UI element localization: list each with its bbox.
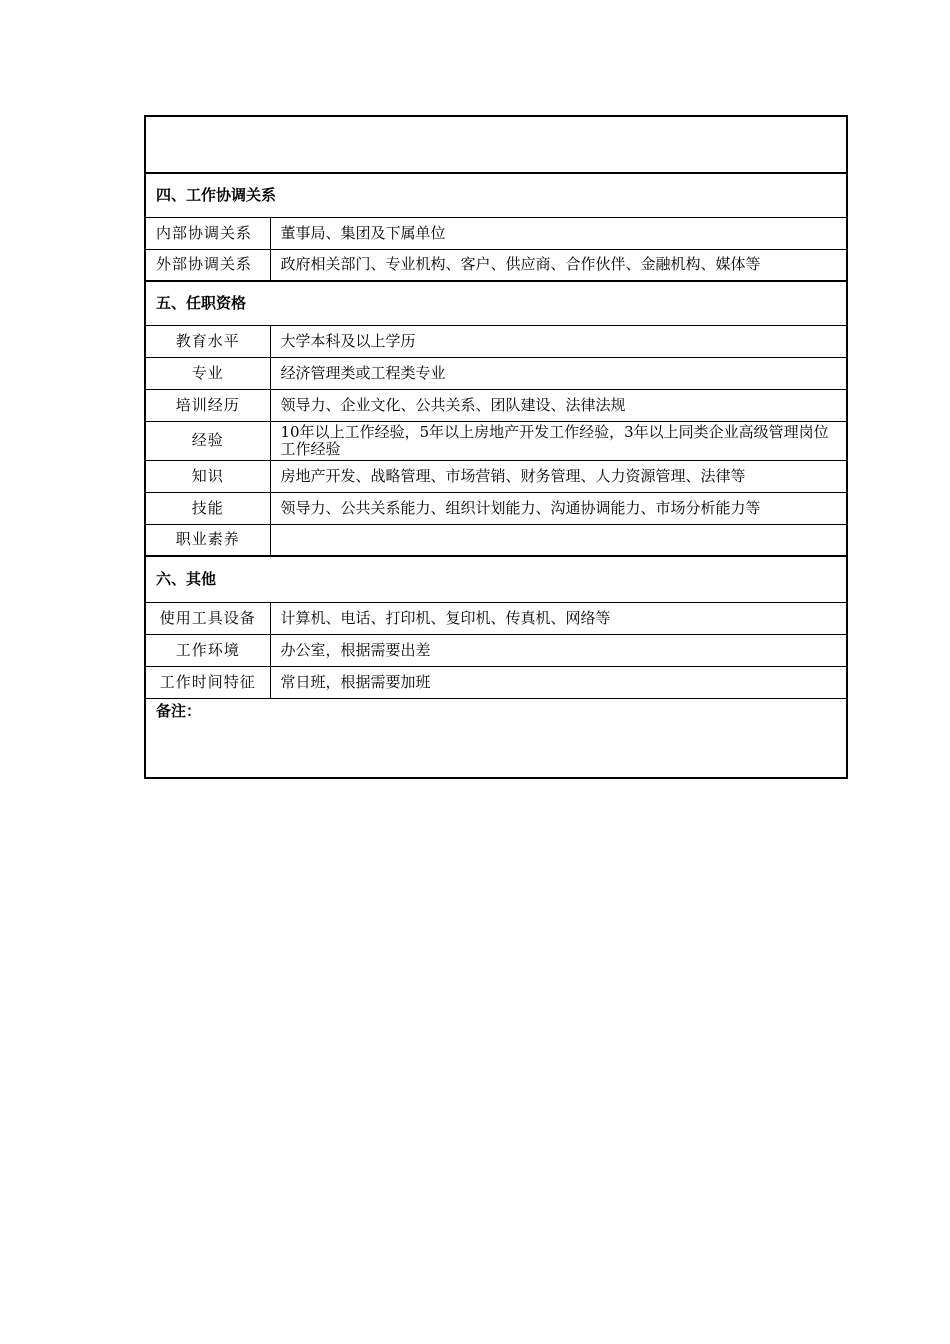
row-value: 房地产开发、战略管理、市场营销、财务管理、人力资源管理、法律等 <box>270 460 847 492</box>
table-row <box>145 524 847 556</box>
notes-row <box>145 698 847 778</box>
table-row <box>145 249 847 281</box>
row-value: 10年以上工作经验，5年以上房地产开发工作经验，3年以上同类企业高级管理岗位工作经验 <box>270 421 847 460</box>
blank-continuation-row <box>145 116 847 173</box>
row-label: 使用工具设备 <box>145 602 270 634</box>
row-label: 工作时间特征 <box>145 666 270 698</box>
row-value: 办公室，根据需要出差 <box>270 634 847 666</box>
job-description-table <box>144 115 848 779</box>
row-label: 经验 <box>145 421 270 460</box>
table-row <box>145 634 847 666</box>
row-label: 外部协调关系 <box>145 249 270 281</box>
table-row <box>145 357 847 389</box>
row-value: 大学本科及以上学历 <box>270 325 847 357</box>
section-coordination-header <box>145 173 847 217</box>
row-label: 工作环境 <box>145 634 270 666</box>
row-value: 领导力、公共关系能力、组织计划能力、沟通协调能力、市场分析能力等 <box>270 492 847 524</box>
row-label: 专业 <box>145 357 270 389</box>
table-row <box>145 421 847 460</box>
section-qualifications-header <box>145 281 847 325</box>
row-value <box>270 524 847 556</box>
table-row <box>145 666 847 698</box>
notes-label: 备注： <box>145 698 847 778</box>
row-value: 常日班，根据需要加班 <box>270 666 847 698</box>
row-label: 职业素养 <box>145 524 270 556</box>
row-value: 政府相关部门、专业机构、客户、供应商、合作伙伴、金融机构、媒体等 <box>270 249 847 281</box>
section-heading: 五、任职资格 <box>145 281 847 325</box>
row-label: 内部协调关系 <box>145 217 270 249</box>
table-row <box>145 460 847 492</box>
blank-cell <box>145 116 847 173</box>
table-row <box>145 325 847 357</box>
row-value: 领导力、企业文化、公共关系、团队建设、法律法规 <box>270 389 847 421</box>
row-label: 知识 <box>145 460 270 492</box>
row-value: 计算机、电话、打印机、复印机、传真机、网络等 <box>270 602 847 634</box>
row-label: 培训经历 <box>145 389 270 421</box>
table-row <box>145 492 847 524</box>
row-value: 经济管理类或工程类专业 <box>270 357 847 389</box>
section-heading: 六、其他 <box>145 556 847 602</box>
table-row <box>145 217 847 249</box>
section-other-header <box>145 556 847 602</box>
table-row <box>145 389 847 421</box>
row-value: 董事局、集团及下属单位 <box>270 217 847 249</box>
row-label: 教育水平 <box>145 325 270 357</box>
table-row <box>145 602 847 634</box>
section-heading: 四、工作协调关系 <box>145 173 847 217</box>
row-label: 技能 <box>145 492 270 524</box>
